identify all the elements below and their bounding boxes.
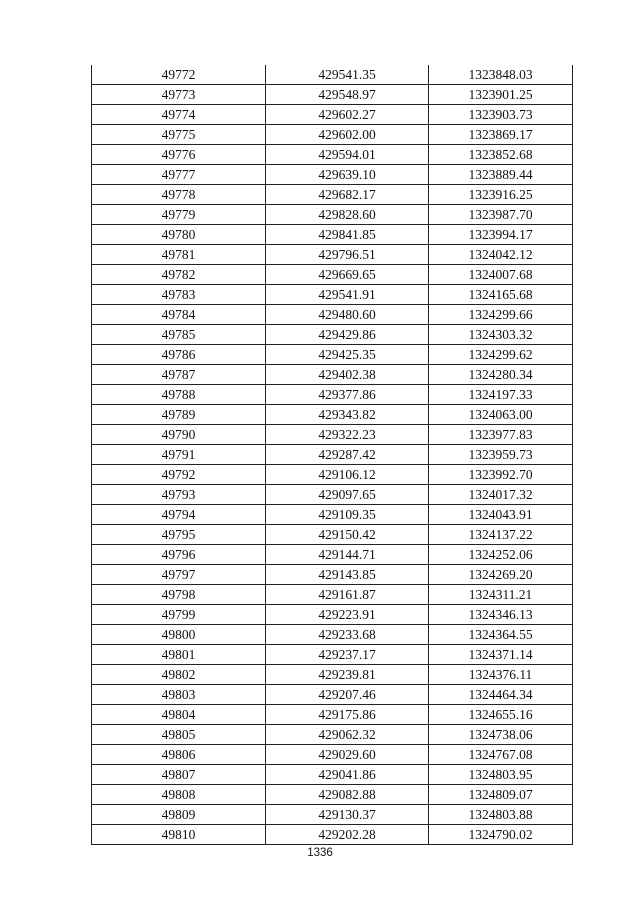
y-coordinate-cell: 1323869.17 — [429, 125, 573, 145]
x-coordinate-cell: 429541.91 — [266, 285, 429, 305]
point-id-cell: 49808 — [92, 785, 266, 805]
y-coordinate-cell: 1323959.73 — [429, 445, 573, 465]
table-row — [92, 425, 573, 445]
x-coordinate-cell: 429175.86 — [266, 705, 429, 725]
table-row — [92, 725, 573, 745]
point-id-cell: 49807 — [92, 765, 266, 785]
point-id-cell: 49791 — [92, 445, 266, 465]
point-id-cell: 49782 — [92, 265, 266, 285]
y-coordinate-cell: 1324464.34 — [429, 685, 573, 705]
x-coordinate-cell: 429287.42 — [266, 445, 429, 465]
y-coordinate-cell: 1324364.55 — [429, 625, 573, 645]
y-coordinate-cell: 1324063.00 — [429, 405, 573, 425]
y-coordinate-cell: 1323852.68 — [429, 145, 573, 165]
point-id-cell: 49800 — [92, 625, 266, 645]
table-row — [92, 625, 573, 645]
table-row — [92, 805, 573, 825]
table-row — [92, 785, 573, 805]
x-coordinate-cell: 429602.00 — [266, 125, 429, 145]
table-row — [92, 565, 573, 585]
y-coordinate-cell: 1324738.06 — [429, 725, 573, 745]
x-coordinate-cell: 429202.28 — [266, 825, 429, 845]
table-row — [92, 265, 573, 285]
y-coordinate-cell: 1323848.03 — [429, 65, 573, 85]
y-coordinate-cell: 1324790.02 — [429, 825, 573, 845]
table-row — [92, 485, 573, 505]
point-id-cell: 49793 — [92, 485, 266, 505]
y-coordinate-cell: 1323994.17 — [429, 225, 573, 245]
y-coordinate-cell: 1324269.20 — [429, 565, 573, 585]
x-coordinate-cell: 429402.38 — [266, 365, 429, 385]
x-coordinate-cell: 429207.46 — [266, 685, 429, 705]
table-row — [92, 385, 573, 405]
table-row — [92, 645, 573, 665]
y-coordinate-cell: 1324007.68 — [429, 265, 573, 285]
x-coordinate-cell: 429029.60 — [266, 745, 429, 765]
y-coordinate-cell: 1324042.12 — [429, 245, 573, 265]
point-id-cell: 49787 — [92, 365, 266, 385]
coordinate-table — [91, 65, 573, 845]
point-id-cell: 49779 — [92, 205, 266, 225]
table-row — [92, 285, 573, 305]
table-row — [92, 165, 573, 185]
point-id-cell: 49776 — [92, 145, 266, 165]
point-id-cell: 49809 — [92, 805, 266, 825]
point-id-cell: 49788 — [92, 385, 266, 405]
y-coordinate-cell: 1324371.14 — [429, 645, 573, 665]
page-number: 1336 — [307, 847, 333, 859]
point-id-cell: 49774 — [92, 105, 266, 125]
point-id-cell: 49790 — [92, 425, 266, 445]
table-row — [92, 65, 573, 85]
table-row — [92, 85, 573, 105]
table-row — [92, 825, 573, 845]
y-coordinate-cell: 1323889.44 — [429, 165, 573, 185]
x-coordinate-cell: 429669.65 — [266, 265, 429, 285]
table-row — [92, 705, 573, 725]
x-coordinate-cell: 429343.82 — [266, 405, 429, 425]
table-row — [92, 205, 573, 225]
point-id-cell: 49794 — [92, 505, 266, 525]
table-row — [92, 245, 573, 265]
x-coordinate-cell: 429237.17 — [266, 645, 429, 665]
y-coordinate-cell: 1324280.34 — [429, 365, 573, 385]
y-coordinate-cell: 1324252.06 — [429, 545, 573, 565]
x-coordinate-cell: 429239.81 — [266, 665, 429, 685]
table-row — [92, 185, 573, 205]
point-id-cell: 49798 — [92, 585, 266, 605]
x-coordinate-cell: 429322.23 — [266, 425, 429, 445]
table-row — [92, 125, 573, 145]
y-coordinate-cell: 1324299.62 — [429, 345, 573, 365]
point-id-cell: 49785 — [92, 325, 266, 345]
point-id-cell: 49795 — [92, 525, 266, 545]
x-coordinate-cell: 429082.88 — [266, 785, 429, 805]
table-row — [92, 105, 573, 125]
point-id-cell: 49802 — [92, 665, 266, 685]
point-id-cell: 49792 — [92, 465, 266, 485]
x-coordinate-cell: 429062.32 — [266, 725, 429, 745]
y-coordinate-cell: 1323916.25 — [429, 185, 573, 205]
point-id-cell: 49796 — [92, 545, 266, 565]
y-coordinate-cell: 1324311.21 — [429, 585, 573, 605]
y-coordinate-cell: 1323901.25 — [429, 85, 573, 105]
coordinate-table-body — [92, 65, 573, 845]
x-coordinate-cell: 429639.10 — [266, 165, 429, 185]
point-id-cell: 49784 — [92, 305, 266, 325]
point-id-cell: 49799 — [92, 605, 266, 625]
table-row — [92, 305, 573, 325]
table-row — [92, 685, 573, 705]
point-id-cell: 49810 — [92, 825, 266, 845]
y-coordinate-cell: 1324299.66 — [429, 305, 573, 325]
y-coordinate-cell: 1324043.91 — [429, 505, 573, 525]
y-coordinate-cell: 1324803.88 — [429, 805, 573, 825]
point-id-cell: 49797 — [92, 565, 266, 585]
point-id-cell: 49805 — [92, 725, 266, 745]
x-coordinate-cell: 429144.71 — [266, 545, 429, 565]
y-coordinate-cell: 1324137.22 — [429, 525, 573, 545]
x-coordinate-cell: 429828.60 — [266, 205, 429, 225]
x-coordinate-cell: 429233.68 — [266, 625, 429, 645]
x-coordinate-cell: 429377.86 — [266, 385, 429, 405]
x-coordinate-cell: 429150.42 — [266, 525, 429, 545]
y-coordinate-cell: 1324809.07 — [429, 785, 573, 805]
table-row — [92, 325, 573, 345]
y-coordinate-cell: 1323987.70 — [429, 205, 573, 225]
x-coordinate-cell: 429602.27 — [266, 105, 429, 125]
x-coordinate-cell: 429109.35 — [266, 505, 429, 525]
x-coordinate-cell: 429796.51 — [266, 245, 429, 265]
table-row — [92, 145, 573, 165]
point-id-cell: 49775 — [92, 125, 266, 145]
y-coordinate-cell: 1324767.08 — [429, 745, 573, 765]
table-row — [92, 405, 573, 425]
y-coordinate-cell: 1324376.11 — [429, 665, 573, 685]
table-row — [92, 465, 573, 485]
point-id-cell: 49783 — [92, 285, 266, 305]
point-id-cell: 49780 — [92, 225, 266, 245]
table-row — [92, 765, 573, 785]
point-id-cell: 49773 — [92, 85, 266, 105]
x-coordinate-cell: 429841.85 — [266, 225, 429, 245]
table-row — [92, 665, 573, 685]
x-coordinate-cell: 429130.37 — [266, 805, 429, 825]
y-coordinate-cell: 1323977.83 — [429, 425, 573, 445]
table-row — [92, 445, 573, 465]
point-id-cell: 49803 — [92, 685, 266, 705]
x-coordinate-cell: 429041.86 — [266, 765, 429, 785]
table-row — [92, 505, 573, 525]
y-coordinate-cell: 1324017.32 — [429, 485, 573, 505]
point-id-cell: 49804 — [92, 705, 266, 725]
y-coordinate-cell: 1324655.16 — [429, 705, 573, 725]
point-id-cell: 49789 — [92, 405, 266, 425]
x-coordinate-cell: 429161.87 — [266, 585, 429, 605]
x-coordinate-cell: 429541.35 — [266, 65, 429, 85]
table-row — [92, 545, 573, 565]
x-coordinate-cell: 429682.17 — [266, 185, 429, 205]
x-coordinate-cell: 429480.60 — [266, 305, 429, 325]
table-row — [92, 525, 573, 545]
y-coordinate-cell: 1323992.70 — [429, 465, 573, 485]
point-id-cell: 49781 — [92, 245, 266, 265]
point-id-cell: 49801 — [92, 645, 266, 665]
table-row — [92, 605, 573, 625]
y-coordinate-cell: 1323903.73 — [429, 105, 573, 125]
point-id-cell: 49777 — [92, 165, 266, 185]
table-row — [92, 345, 573, 365]
point-id-cell: 49806 — [92, 745, 266, 765]
point-id-cell: 49786 — [92, 345, 266, 365]
table-row — [92, 745, 573, 765]
table-row — [92, 225, 573, 245]
y-coordinate-cell: 1324197.33 — [429, 385, 573, 405]
point-id-cell: 49778 — [92, 185, 266, 205]
x-coordinate-cell: 429429.86 — [266, 325, 429, 345]
x-coordinate-cell: 429425.35 — [266, 345, 429, 365]
x-coordinate-cell: 429548.97 — [266, 85, 429, 105]
table-row — [92, 585, 573, 605]
y-coordinate-cell: 1324165.68 — [429, 285, 573, 305]
x-coordinate-cell: 429143.85 — [266, 565, 429, 585]
x-coordinate-cell: 429097.65 — [266, 485, 429, 505]
table-row — [92, 365, 573, 385]
y-coordinate-cell: 1324303.32 — [429, 325, 573, 345]
point-id-cell: 49772 — [92, 65, 266, 85]
y-coordinate-cell: 1324346.13 — [429, 605, 573, 625]
y-coordinate-cell: 1324803.95 — [429, 765, 573, 785]
x-coordinate-cell: 429223.91 — [266, 605, 429, 625]
x-coordinate-cell: 429106.12 — [266, 465, 429, 485]
x-coordinate-cell: 429594.01 — [266, 145, 429, 165]
